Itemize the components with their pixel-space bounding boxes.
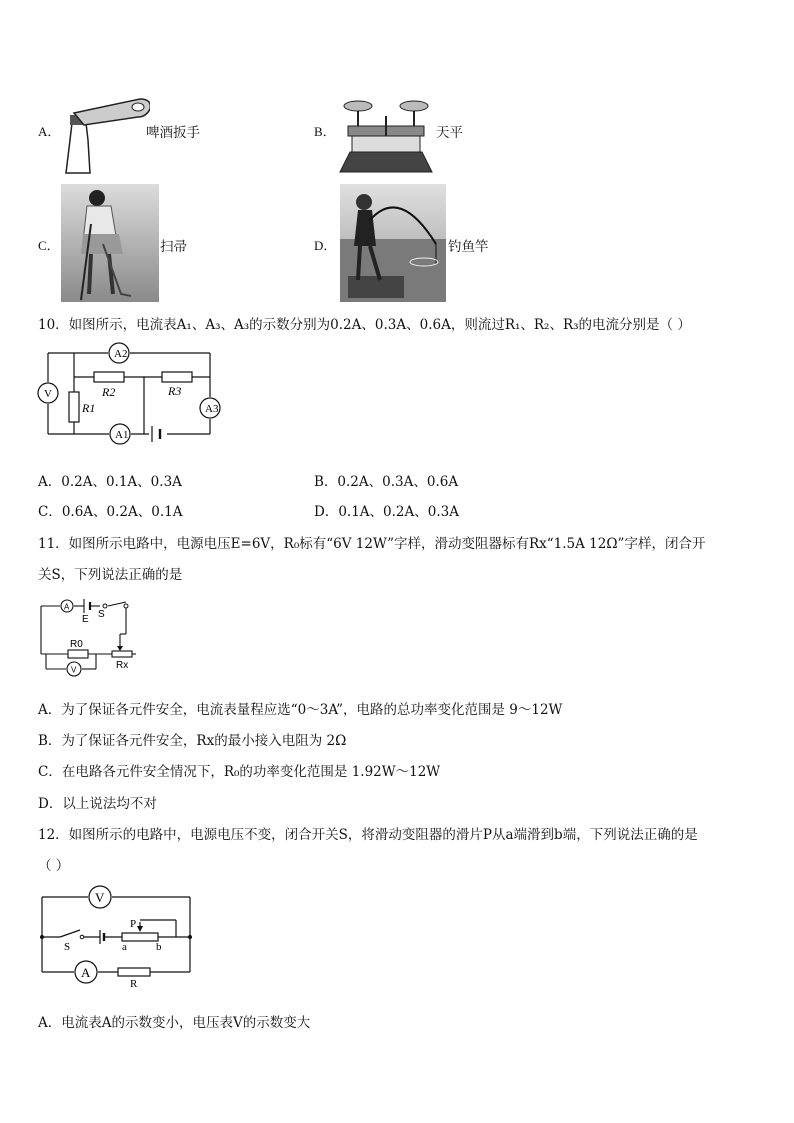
option-d-letter: D． [314,238,337,253]
option-a-letter: A． [38,124,61,139]
r3-resistor [162,372,192,382]
r2-resistor [94,372,124,382]
ammeter-label: A [64,602,70,612]
q10-option-a: A．0.2A、0.1A、0.3A [38,474,182,490]
q10-circuit-diagram [36,340,222,445]
q10-option-c: C．0.6A、0.2A、0.1A [38,504,183,520]
q12-option-a: A．电流表A的示数变小，电压表V的示数变大 [38,1015,311,1031]
a3-label: A3 [205,403,219,415]
q10-option-b: B．0.2A、0.3A、0.6A [314,474,459,490]
a2-label: A2 [114,348,128,360]
rx-label: Rx [116,660,129,671]
balance-scale-image [338,96,434,174]
s-label: S [98,609,105,620]
fishing-photo [340,184,446,302]
r3-label: R3 [168,384,182,398]
q12-stem-line2: （ ） [38,858,70,874]
q11-option-c: C．在电路各元件安全情况下，R₀的功率变化范围是 1.92W～12W [38,764,441,780]
voltmeter-label: V [95,890,105,905]
r1-label: R1 [82,401,96,415]
option-b-label: 天平 [436,125,463,141]
option-c-letter: C． [38,238,60,253]
r2-label: R2 [102,385,116,399]
v-label: V [44,388,52,400]
slider-p-label: P [130,918,137,930]
q11-option-a: A．为了保证各元件安全，电流表量程应选“0～3A”，电路的总功率变化范围是 9～12W [38,702,563,718]
end-a-label: a [122,941,127,953]
q10-option-d: D．0.1A、0.2A、0.3A [314,504,459,520]
r0-label: R0 [70,639,83,650]
q11-circuit-diagram [36,594,146,680]
sweeping-girl-photo [61,184,159,302]
e-label: E [82,614,89,625]
option-a-label: 啤酒扳手 [146,125,200,141]
option-d-label: 钓鱼竿 [448,239,489,255]
option-c-label: 扫帚 [160,239,187,255]
r1-resistor [69,392,79,422]
ammeter-label: A [81,965,91,980]
switch-s-label: S [64,941,71,953]
end-b-label: b [156,941,162,953]
q11-option-b: B．为了保证各元件安全，Rx的最小接入电阻为 2Ω [38,733,347,749]
q11-stem-line1: 11．如图所示电路中，电源电压E=6V，R₀标有“6V 12W”字样，滑动变阻器标有Rx“1.5A 12Ω”字样，闭合开 [38,536,706,552]
q11-stem-line2: 关S，下列说法正确的是 [38,567,183,583]
option-b-letter: B． [314,124,336,139]
q10-stem: 10．如图所示，电流表A₁、A₃、A₃的示数分别为0.2A、0.3A、0.6A，则流过R₁、R₂、R₃的电流分别是（ ） [38,317,691,333]
q11-option-d: D．以上说法均不对 [38,796,157,812]
q12-circuit-diagram [36,880,198,988]
a1-label: A1 [115,429,129,441]
voltmeter-label: V [71,665,77,675]
q12-stem-line1: 12．如图所示的电路中，电源电压不变，闭合开关S，将滑动变阻器的滑片P从a端滑到b端，下列说法正确的是 [38,827,698,843]
bottle-opener-image [60,95,150,175]
resistor-r-label: R [130,978,138,988]
